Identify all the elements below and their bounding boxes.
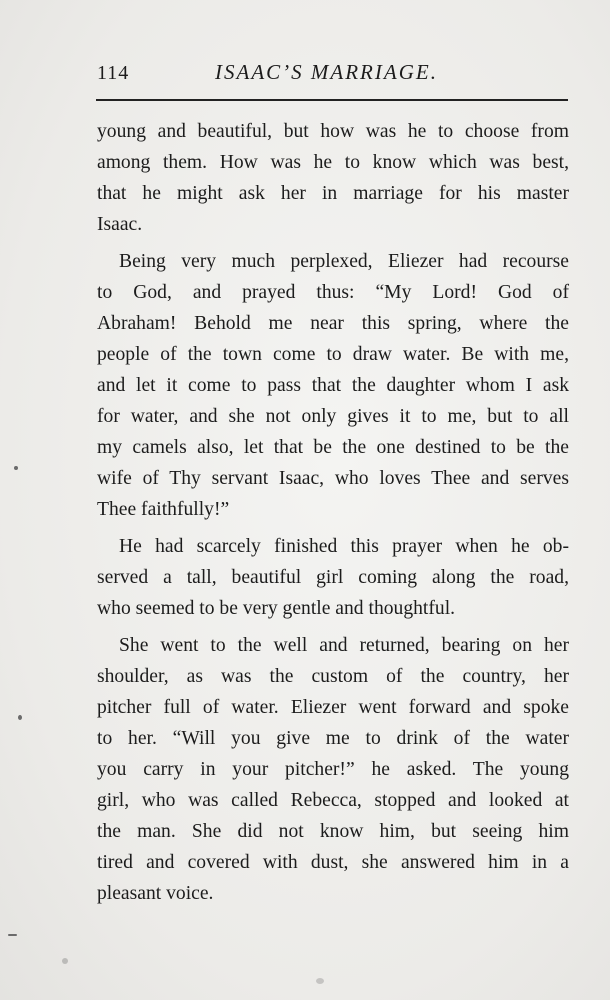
- paper-speck: [8, 934, 17, 936]
- text-line: you carry in your pitcher!” he asked. The young: [97, 759, 569, 780]
- text-line: girl, who was called Rebecca, stopped and looked at: [97, 790, 569, 811]
- text-line: young and beautiful, but how was he to choose from: [97, 121, 569, 142]
- text-line: among them. How was he to know which was best,: [97, 152, 569, 173]
- text-line: Isaac.: [97, 214, 143, 235]
- running-title: ISAAC’S MARRIAGE.: [215, 60, 438, 84]
- text-line: my camels also, let that be the one destined to be the: [97, 437, 569, 458]
- paper-speck: [18, 715, 22, 720]
- text-line: served a tall, beautiful girl coming along the road,: [97, 567, 569, 588]
- text-line: the man. She did not know him, but seeing him: [97, 821, 569, 842]
- text-line: She went to the well and returned, bearing on her: [119, 635, 569, 656]
- text-line: pleasant voice.: [97, 883, 214, 904]
- text-line: tired and covered with dust, she answered him in a: [97, 852, 569, 873]
- paper-speck: [14, 466, 18, 470]
- text-line: shoulder, as was the custom of the country, her: [97, 666, 569, 687]
- text-line: to God, and prayed thus: “My Lord! God of: [97, 282, 569, 303]
- text-line: to her. “Will you give me to drink of the water: [97, 728, 569, 749]
- page-number: 114: [97, 62, 130, 84]
- paper-speck: [62, 958, 68, 964]
- text-line: Thee faithfully!”: [97, 499, 230, 520]
- text-line: He had scarcely finished this prayer when he ob-: [119, 536, 569, 557]
- text-line: Being very much perplexed, Eliezer had recourse: [119, 251, 569, 272]
- text-line: wife of Thy servant Isaac, who loves Thee and serves: [97, 468, 569, 489]
- paper-speck: [316, 978, 324, 984]
- text-line: that he might ask her in marriage for his master: [97, 183, 569, 204]
- body-text: [97, 116, 569, 909]
- page-header: [97, 58, 567, 90]
- text-line: pitcher full of water. Eliezer went forward and spoke: [97, 697, 569, 718]
- text-line: people of the town come to draw water. Be with me,: [97, 344, 569, 365]
- header-rule: [96, 99, 568, 101]
- text-line: for water, and she not only gives it to me, but to all: [97, 406, 569, 427]
- text-line: and let it come to pass that the daughter whom I ask: [97, 375, 569, 396]
- text-line: Abraham! Behold me near this spring, where the: [97, 313, 569, 334]
- text-line: who seemed to be very gentle and thoughtful.: [97, 598, 456, 619]
